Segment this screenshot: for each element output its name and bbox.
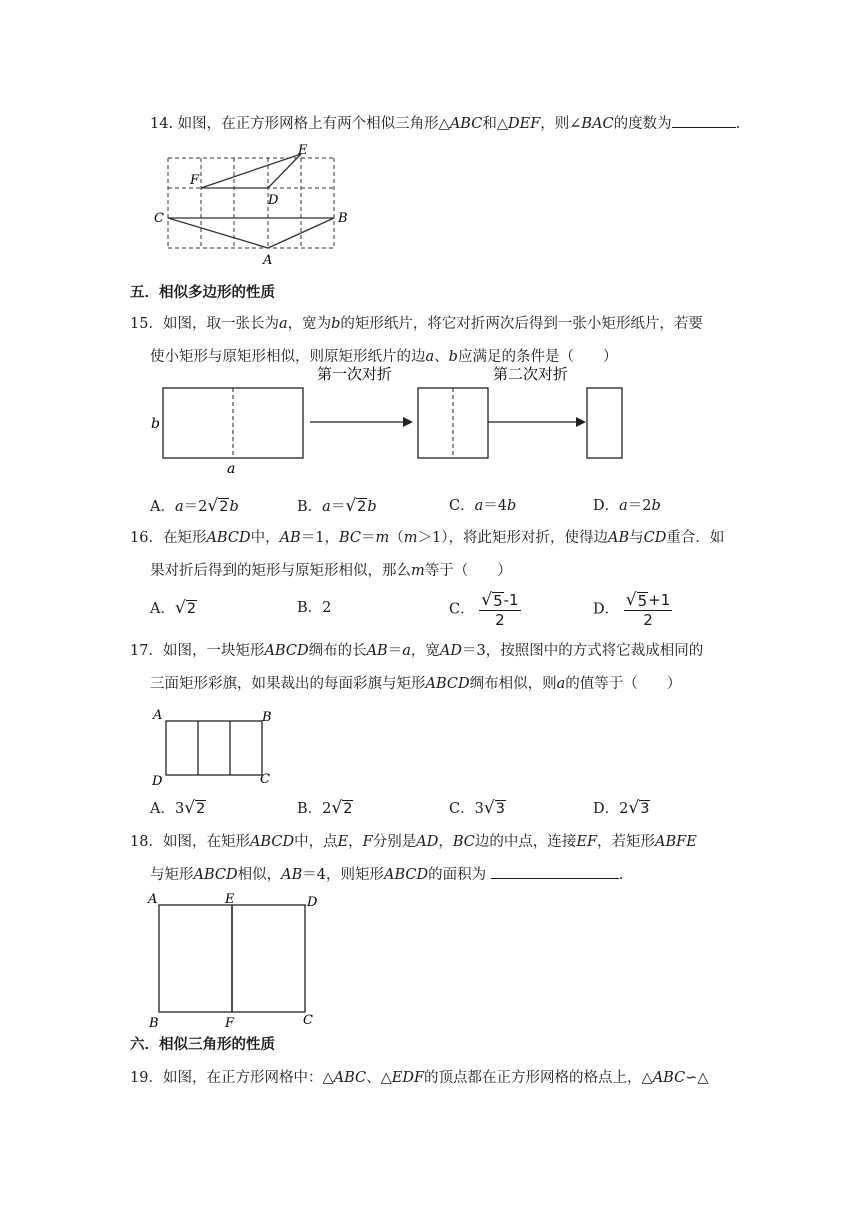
q16-line2: 果对折后得到的矩形与原矩形相似，那么m等于（ ） — [150, 563, 512, 579]
label-B: B — [338, 211, 348, 226]
q17-line1: 17．如图，一块矩形ABCD绸布的长AB＝a，宽AD＝3，按照图中的方式将它裁成相同的 — [130, 643, 704, 659]
q15-option-a[interactable]: A．a＝2 √ 2 b — [150, 496, 239, 516]
answer-blank — [491, 864, 619, 879]
label-A: A — [153, 708, 163, 723]
q15-line2: 使小矩形与原矩形相似，则原矩形纸片的边a、b应满足的条件是（ ） — [150, 349, 618, 365]
label-E: E — [225, 892, 235, 907]
q17-option-b[interactable]: B．2 √ 2 — [297, 798, 353, 818]
q14-text: 14. 如图，在正方形网格上有两个相似三角形△ABC和△DEF，则∠BAC的度数为 . — [150, 113, 740, 134]
fold2-label: 第二次对折 — [493, 365, 569, 383]
q18-line2: 与矩形ABCD相似，AB＝4，则矩形ABCD的面积为 . — [150, 864, 623, 885]
q16-option-c[interactable]: C． √ 5 -1 2 — [449, 590, 519, 629]
q16-line1: 16．在矩形ABCD中，AB＝1，BC＝m（m＞1），将此矩形对折，使得边AB与CD重合．如 — [130, 530, 725, 546]
q15-option-b[interactable]: B．a＝ √ 2 b — [297, 496, 377, 516]
label-a: a — [227, 461, 236, 477]
q16-option-a[interactable]: A． √ 2 — [150, 598, 197, 618]
q14-grid-figure — [150, 140, 360, 270]
label-C: C — [303, 1013, 313, 1028]
section-heading-6: 六．相似三角形的性质 — [130, 1037, 275, 1053]
label-C: C — [154, 211, 164, 226]
arrow-icon — [403, 417, 413, 427]
q16-option-b[interactable]: B．2 — [297, 600, 332, 616]
q15-fold-figure — [145, 355, 645, 480]
q17-flag-figure — [148, 705, 283, 790]
q17-option-d[interactable]: D．2 √ 3 — [593, 798, 650, 818]
q15-option-d[interactable]: D．a＝2b — [593, 498, 661, 514]
q17-line2: 三面矩形彩旗，如果裁出的每面彩旗与矩形ABCD绸布相似，则a的值等于（ ） — [150, 676, 682, 692]
fraction: √ 5 -1 2 — [481, 590, 519, 629]
q18-rectangle-figure — [145, 890, 330, 1030]
label-B: B — [262, 710, 272, 725]
label-b: b — [151, 416, 160, 432]
fraction: √ 5 +1 2 — [625, 590, 671, 629]
label-C: C — [260, 772, 270, 787]
label-A: A — [263, 253, 273, 268]
label-B: B — [149, 1016, 159, 1030]
q16-option-d[interactable]: D． √ 5 +1 2 — [593, 590, 671, 629]
q15-line1: 15．如图，取一张长为a，宽为b的矩形纸片，将它对折两次后得到一张小矩形纸片，若要 — [130, 316, 703, 332]
label-D: D — [152, 774, 163, 789]
label-D: D — [307, 895, 318, 910]
arrow-icon — [576, 417, 586, 427]
label-A: A — [148, 892, 158, 907]
q19-line1: 19．如图，在正方形网格中：△ABC、△EDF的顶点都在正方形网格的格点上，△ABC∽△ — [130, 1070, 709, 1086]
fold1-label: 第一次对折 — [317, 365, 393, 383]
label-F: F — [225, 1016, 235, 1030]
q18-line1: 18．如图，在矩形ABCD中，点E，F分别是AD，BC边的中点，连接EF，若矩形ABFE — [130, 834, 697, 850]
section-heading-5: 五．相似多边形的性质 — [130, 285, 275, 301]
label-E: E — [298, 143, 308, 158]
label-D: D — [268, 193, 279, 208]
q15-option-c[interactable]: C．a＝4b — [449, 498, 517, 514]
label-F: F — [190, 173, 200, 188]
answer-blank — [672, 113, 736, 128]
q17-option-c[interactable]: C．3 √ 3 — [449, 798, 505, 818]
q17-option-a[interactable]: A．3 √ 2 — [150, 798, 206, 818]
